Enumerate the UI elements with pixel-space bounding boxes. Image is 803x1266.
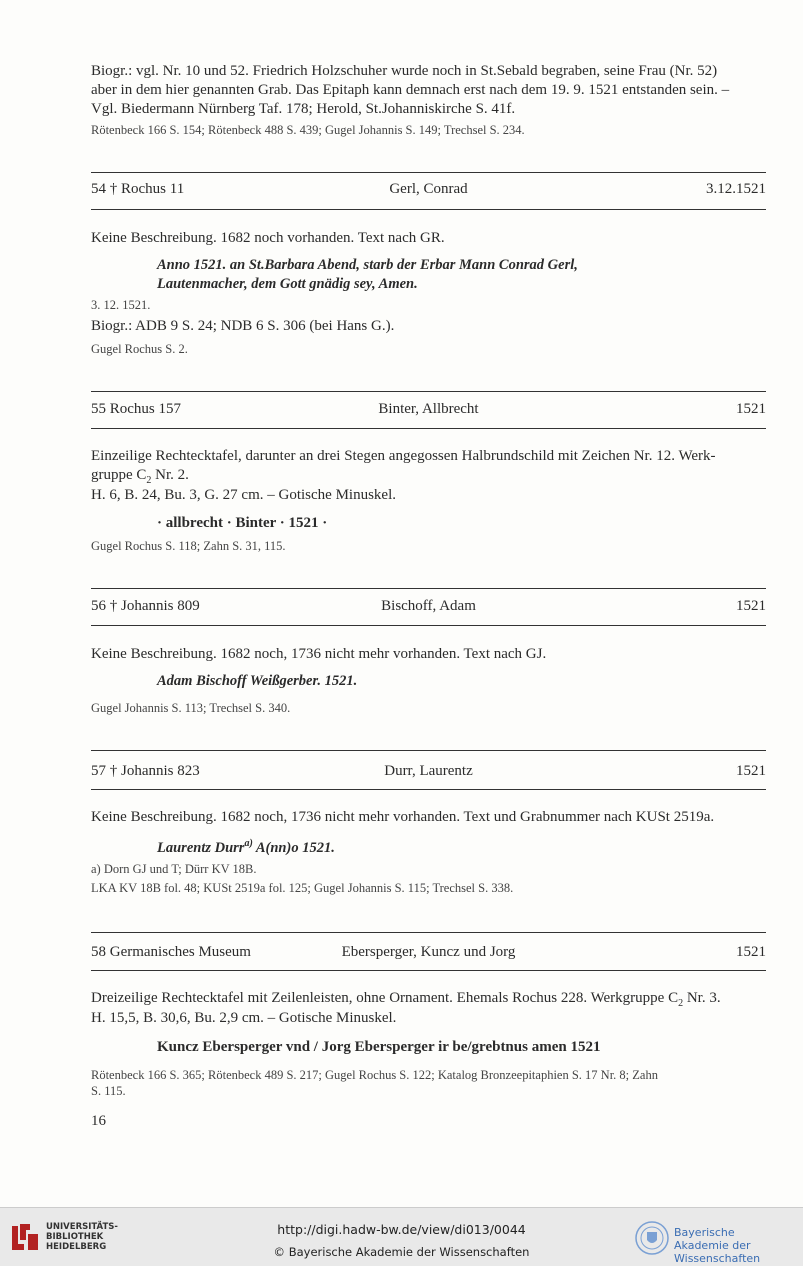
entry-56-inscription: Adam Bischoff Weißgerber. 1521. bbox=[157, 673, 358, 689]
entry-58-refs-line-1: Rötenbeck 166 S. 365; Rötenbeck 489 S. 217; Gugel Rochus S. 122; Katalog Bronzeepitaphien S. 17 Nr. 8; Zahn bbox=[91, 1068, 658, 1082]
entry-57-refs: LKA KV 18B fol. 48; KUSt 2519a fol. 125; Gugel Johannis S. 115; Trechsel S. 338. bbox=[91, 881, 514, 895]
entry-55-top-rule bbox=[91, 391, 766, 392]
entry-57-inscription: Laurentz Durr$^{a)}$ A(nn)o 1521. bbox=[157, 838, 335, 856]
entry-55-bottom-rule bbox=[91, 428, 766, 429]
entry-58-top-rule bbox=[91, 932, 766, 933]
entry-58-date: 1521 bbox=[736, 944, 766, 960]
entry-55-date: 1521 bbox=[736, 401, 766, 417]
entry-57-top-rule bbox=[91, 750, 766, 751]
entry-56-top-rule bbox=[91, 588, 766, 589]
source-url-link[interactable]: http://digi.hadw-bw.de/view/di013/0044 bbox=[277, 1222, 526, 1237]
entry-54-inscription-line-2: Lautenmacher, dem Gott gnädig sey, Amen. bbox=[157, 276, 418, 292]
entry-58-bottom-rule bbox=[91, 970, 766, 971]
footer-bar bbox=[0, 1207, 803, 1266]
entry-55-number: 55 Rochus 157 bbox=[91, 401, 181, 417]
entry-58-dimensions: H. 15,5, B. 30,6, Bu. 2,9 cm. – Gotische Minuskel. bbox=[91, 1010, 397, 1026]
entry-54-name: Gerl, Conrad bbox=[389, 181, 468, 197]
academy-logo-icon bbox=[634, 1220, 670, 1256]
entry-54-refs: Gugel Rochus S. 2. bbox=[91, 342, 188, 356]
entry-54-top-rule bbox=[91, 172, 766, 173]
entry-58-description: Dreizeilige Rechtecktafel mit Zeilenleisten, ohne Ornament. Ehemals Rochus 228. Werkgruppe $C_2$ Nr. 3. bbox=[91, 990, 721, 1009]
intro-line-3: Vgl. Biedermann Nürnberg Taf. 178; Herold, St.Johanniskirche S. 41f. bbox=[91, 101, 516, 117]
entry-54-date-note: 3. 12. 1521. bbox=[91, 298, 151, 312]
entry-58-refs-line-2: S. 115. bbox=[91, 1084, 126, 1098]
entry-56-bottom-rule bbox=[91, 625, 766, 626]
entry-56-number: 56 † Johannis 809 bbox=[91, 598, 200, 614]
intro-line-2: aber in dem hier genannten Grab. Das Epitaph kann demnach erst nach dem 19. 9. 1521 entstanden sein. – bbox=[91, 82, 730, 98]
entry-55-description-line-2: gruppe $C_2$ Nr. 2. bbox=[91, 467, 189, 486]
entry-54-bottom-rule bbox=[91, 209, 766, 210]
entry-58-inscription: Kuncz Ebersperger vnd / Jorg Ebersperger ir be/grebtnus amen 1521 bbox=[157, 1039, 601, 1055]
entry-55-name: Binter, Allbrecht bbox=[378, 401, 479, 417]
entry-57-note: a) Dorn GJ und T; Dürr KV 18B. bbox=[91, 862, 257, 876]
copyright-notice: © Bayerische Akademie der Wissenschaften bbox=[273, 1245, 530, 1259]
entry-55-refs: Gugel Rochus S. 118; Zahn S. 31, 115. bbox=[91, 539, 286, 553]
intro-line-1: Biogr.: vgl. Nr. 10 und 52. Friedrich Holzschuher wurde noch in St.Sebald begraben, seine Frau (Nr. 52) bbox=[91, 63, 718, 79]
entry-57-date: 1521 bbox=[736, 763, 766, 779]
entry-58-header bbox=[91, 944, 766, 964]
entry-58-number: 58 Germanisches Museum bbox=[91, 944, 251, 960]
entry-57-name: Durr, Laurentz bbox=[384, 763, 473, 779]
entry-54-number: 54 † Rochus 11 bbox=[91, 181, 185, 197]
entry-56-date: 1521 bbox=[736, 598, 766, 614]
entry-54-biogr: Biogr.: ADB 9 S. 24; NDB 6 S. 306 (bei Hans G.). bbox=[91, 318, 395, 334]
entry-55-header bbox=[91, 401, 766, 421]
entry-55-inscription: · allbrecht · Binter · 1521 · bbox=[157, 515, 328, 531]
entry-58-name: Ebersperger, Kuncz und Jorg bbox=[341, 944, 516, 960]
entry-56-refs: Gugel Johannis S. 113; Trechsel S. 340. bbox=[91, 701, 291, 715]
university-library-name: UNIVERSITÄTS- BIBLIOTHEK HEIDELBERG bbox=[46, 1222, 118, 1252]
entry-55-description-line-1: Einzeilige Rechtecktafel, darunter an drei Stegen angegossen Halbrundschild mit Zeichen Nr. 12. Werk- bbox=[91, 448, 716, 464]
entry-57-bottom-rule bbox=[91, 789, 766, 790]
page-number: 16 bbox=[91, 1113, 106, 1129]
entry-57-header bbox=[91, 763, 766, 783]
entry-56-description: Keine Beschreibung. 1682 noch, 1736 nicht mehr vorhanden. Text nach GJ. bbox=[91, 646, 547, 662]
entry-56-header bbox=[91, 598, 766, 618]
entry-55-dimensions: H. 6, B. 24, Bu. 3, G. 27 cm. – Gotische Minuskel. bbox=[91, 487, 396, 503]
entry-56-name: Bischoff, Adam bbox=[381, 598, 476, 614]
entry-57-description: Keine Beschreibung. 1682 noch, 1736 nicht mehr vorhanden. Text und Grabnummer nach KUSt 2519a. bbox=[91, 809, 715, 825]
academy-name: Bayerische Akademie der Wissenschaften bbox=[674, 1226, 761, 1265]
entry-54-header bbox=[91, 181, 766, 201]
entry-57-number: 57 † Johannis 823 bbox=[91, 763, 200, 779]
entry-54-inscription-line-1: Anno 1521. an St.Barbara Abend, starb der Erbar Mann Conrad Gerl, bbox=[157, 257, 578, 273]
entry-54-description: Keine Beschreibung. 1682 noch vorhanden. Text nach GR. bbox=[91, 230, 445, 246]
entry-54-date: 3.12.1521 bbox=[706, 181, 766, 197]
intro-refs: Rötenbeck 166 S. 154; Rötenbeck 488 S. 439; Gugel Johannis S. 149; Trechsel S. 234. bbox=[91, 123, 525, 137]
